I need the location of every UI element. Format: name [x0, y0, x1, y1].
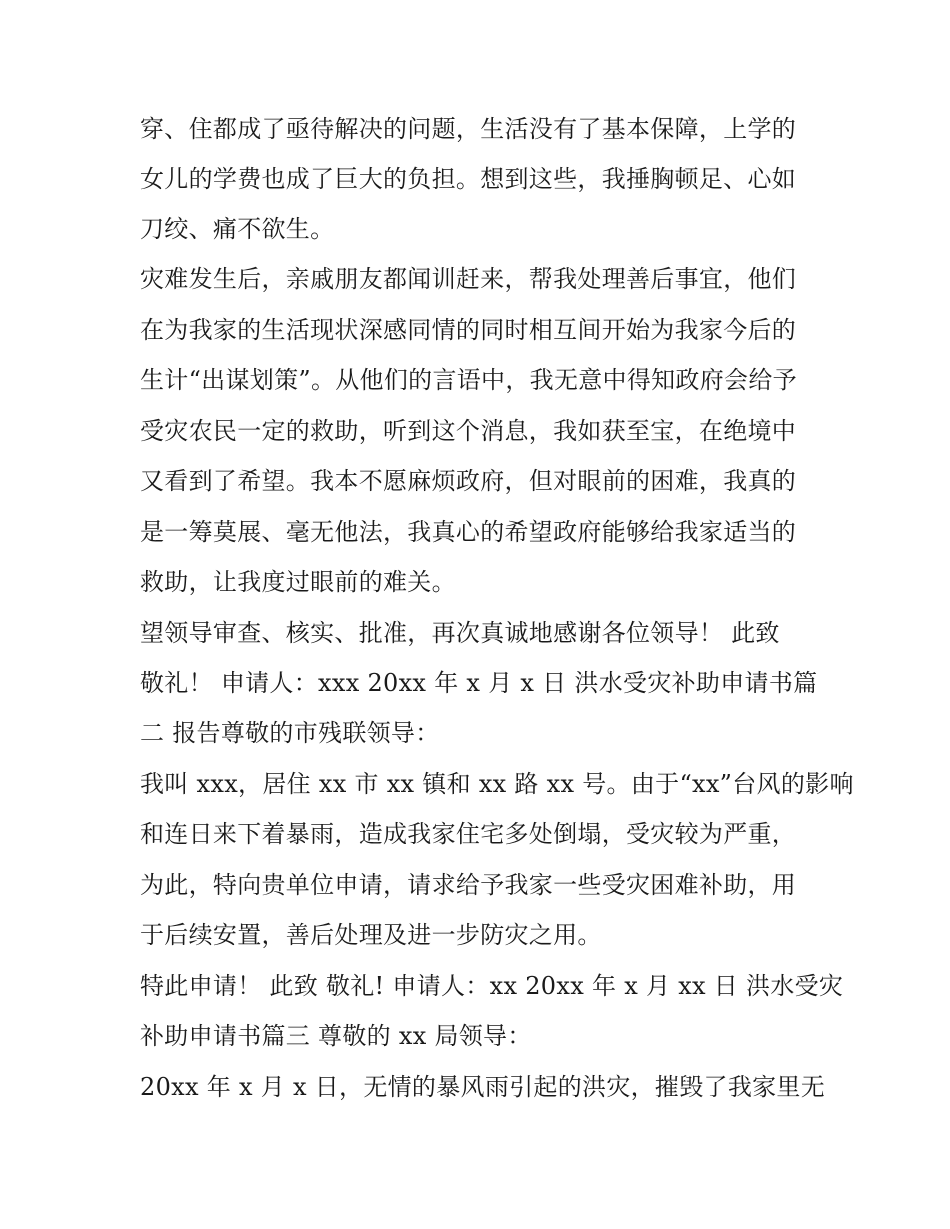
text-line-12: 敬礼！ 申请人：xxx 20xx 年 x 月 x 日 洪水受灾补助申请书篇 — [140, 669, 818, 697]
text-line-11: 望领导审查、核实、批准，再次真诚地感谢各位领导！ 此致 — [140, 619, 780, 647]
text-line-7: 受灾农民一定的救助，听到这个消息，我如获至宝，在绝境中 — [140, 417, 797, 445]
text-line-1: 穿、住都成了亟待解决的问题，生活没有了基本保障，上学的 — [140, 115, 797, 143]
text-line-15: 和连日来下着暴雨，造成我家住宅多处倒塌，受灾较为严重， — [140, 820, 797, 848]
text-line-10: 救助，让我度过眼前的难关。 — [140, 568, 456, 596]
text-line-13: 二 报告尊敬的市残联领导： — [140, 719, 440, 747]
text-line-16: 为此，特向贵单位申请，请求给予我家一些受灾困难补助，用 — [140, 871, 797, 899]
text-line-20: 20xx 年 x 月 x 日，无情的暴风雨引起的洪灾，摧毁了我家里无 — [140, 1073, 826, 1101]
text-line-4: 灾难发生后，亲戚朋友都闻训赶来，帮我处理善后事宜，他们 — [140, 265, 797, 293]
text-line-5: 在为我家的生活现状深感同情的同时相互间开始为我家今后的 — [140, 316, 797, 344]
text-line-8: 又看到了希望。我本不愿麻烦政府，但对眼前的困难，我真的 — [140, 467, 797, 495]
text-line-14: 我叫 xxx，居住 xx 市 xx 镇和 xx 路 xx 号。由于“xx”台风的影响 — [140, 770, 854, 798]
text-line-9: 是一筹莫展、毫无他法，我真心的希望政府能够给我家适当的 — [140, 518, 797, 546]
text-line-2: 女儿的学费也成了巨大的负担。想到这些，我捶胸顿足、心如 — [140, 165, 797, 193]
text-line-3: 刀绞、痛不欲生。 — [140, 215, 335, 243]
text-line-18: 特此申请！ 此致 敬礼! 申请人：xx 20xx 年 x 月 xx 日 洪水受灾 — [140, 972, 844, 1000]
text-line-6: 生计“出谋划策”。从他们的言语中，我无意中得知政府会给予 — [140, 366, 797, 394]
text-line-19: 补助申请书篇三 尊敬的 xx 局领导： — [140, 1022, 532, 1050]
text-line-17: 于后续安置，善后处理及进一步防灾之用。 — [140, 921, 602, 949]
